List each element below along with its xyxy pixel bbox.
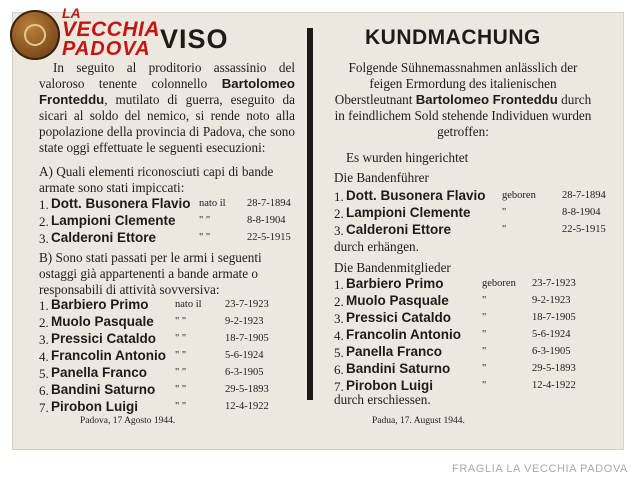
list-item-name: Francolin Antonio xyxy=(51,348,166,363)
list-item xyxy=(334,188,614,205)
list-item-birth-date: 8-8-1904 xyxy=(562,207,601,218)
list-item-name: Dott. Busonera Flavio xyxy=(51,196,191,211)
list-item xyxy=(39,399,307,416)
italian-intro-pre: In seguito al proditorio assassinio del valoroso tenente colonnello xyxy=(39,60,295,91)
list-item xyxy=(334,310,614,327)
list-item xyxy=(39,196,307,213)
list-item-birth-date: 5-6-1924 xyxy=(225,350,264,361)
list-item-number: 2. xyxy=(39,315,49,330)
german-leaders-fate: durch erhängen. xyxy=(334,239,419,254)
list-item-number: 6. xyxy=(334,362,344,377)
list-item-birth-date: 5-6-1924 xyxy=(532,329,571,340)
german-title: KUNDMACHUNG xyxy=(365,26,541,49)
list-item-name: Muolo Pasquale xyxy=(346,293,449,308)
list-item-birth-label: nato il xyxy=(199,198,226,209)
italian-intro-name: Bartolomeo Fronteddu xyxy=(39,76,295,107)
list-item-birth-date: 23-7-1923 xyxy=(532,278,576,289)
list-item-birth-date: 12-4-1922 xyxy=(532,380,576,391)
list-item-birth-date: 28-7-1894 xyxy=(562,190,606,201)
list-item-name: Panella Franco xyxy=(51,365,148,380)
german-members-heading: Die Bandenmitglieder xyxy=(334,260,451,275)
list-item-number: 5. xyxy=(39,366,49,381)
list-item xyxy=(334,344,614,361)
list-item-name: Pressici Cataldo xyxy=(51,331,157,346)
italian-leaders-list xyxy=(39,196,307,247)
list-item-name: Lampioni Clemente xyxy=(346,205,471,220)
list-item-birth-label: " " xyxy=(175,333,187,344)
list-item-birth-date: 6-3-1905 xyxy=(225,367,264,378)
german-intro-post: durch in feindlichem Sold stehende Individuen wurden getroffen: xyxy=(334,92,592,139)
list-item-birth-date: 29-5-1893 xyxy=(225,384,269,395)
list-item-number: 4. xyxy=(334,328,344,343)
list-item-number: 3. xyxy=(334,223,344,238)
list-item-name: Bandini Saturno xyxy=(346,361,451,376)
german-leaders-heading: Die Bandenführer xyxy=(334,170,429,185)
list-item-birth-date: 22-5-1915 xyxy=(247,232,291,243)
list-item-number: 1. xyxy=(39,298,49,313)
list-item-birth-date: 8-8-1904 xyxy=(247,215,286,226)
list-item-birth-label: " xyxy=(482,380,487,391)
list-item-name: Pirobon Luigi xyxy=(51,399,138,414)
list-item-birth-date: 6-3-1905 xyxy=(532,346,571,357)
list-item-number: 2. xyxy=(39,214,49,229)
italian-title: VISO xyxy=(160,24,229,54)
list-item xyxy=(39,331,307,348)
german-intro-pre: Folgende Sühnemassnahmen anlässlich der feigen Ermordung des italienischen Oberstleutnant xyxy=(334,60,578,107)
list-item-birth-label: " xyxy=(482,312,487,323)
list-item xyxy=(334,276,614,293)
list-item-birth-label: " xyxy=(482,346,487,357)
list-item-birth-label: geboren xyxy=(502,190,536,201)
logo-text-vecchia: VECCHIA xyxy=(62,18,161,41)
list-item-number: 7. xyxy=(334,379,344,394)
list-item-birth-label: " " xyxy=(199,215,211,226)
list-item-birth-label: " " xyxy=(175,316,187,327)
italian-section-b: B) Sono stati passati per le armi i seguenti ostaggi già appartenenti a bande armate o responsabili di attività sovversiva: xyxy=(39,250,262,297)
list-item-birth-date: 9-2-1923 xyxy=(532,295,571,306)
list-item xyxy=(334,293,614,310)
german-intro-name: Bartolomeo Fronteddu xyxy=(415,92,558,107)
column-divider xyxy=(307,28,313,400)
logo-text-la: LA xyxy=(62,5,81,21)
list-item-name: Calderoni Ettore xyxy=(51,230,157,245)
list-item xyxy=(39,348,307,365)
list-item-birth-label: " xyxy=(482,329,487,340)
list-item-number: 4. xyxy=(39,349,49,364)
logo-text-padova: PADOVA xyxy=(62,38,151,60)
german-members-list xyxy=(334,276,614,395)
list-item xyxy=(334,205,614,222)
list-item-birth-date: 23-7-1923 xyxy=(225,299,269,310)
list-item xyxy=(39,230,307,247)
list-item-name: Bandini Saturno xyxy=(51,382,156,397)
italian-intro xyxy=(39,60,295,156)
list-item-number: 2. xyxy=(334,294,344,309)
list-item xyxy=(39,297,307,314)
list-item-birth-label: " " xyxy=(175,401,187,412)
italian-intro-post: , mutilato di guerra, eseguito da sicari al soldo del nemico, si rende noto alla popolazione della provincia di Padova, che sono state oggi effettuate le seguenti esecuzioni: xyxy=(39,92,295,155)
list-item-birth-date: 18-7-1905 xyxy=(225,333,269,344)
german-intro xyxy=(332,60,594,140)
list-item-birth-date: 9-2-1923 xyxy=(225,316,264,327)
list-item xyxy=(334,327,614,344)
list-item-name: Barbiero Primo xyxy=(51,297,149,312)
list-item-name: Barbiero Primo xyxy=(346,276,444,291)
list-item-birth-label: " " xyxy=(175,367,187,378)
list-item-name: Francolin Antonio xyxy=(346,327,461,342)
list-item-birth-date: 12-4-1922 xyxy=(225,401,269,412)
list-item-name: Calderoni Ettore xyxy=(346,222,452,237)
list-item-number: 1. xyxy=(334,189,344,204)
list-item-name: Lampioni Clemente xyxy=(51,213,176,228)
list-item-number: 6. xyxy=(39,383,49,398)
list-item-name: Pirobon Luigi xyxy=(346,378,433,393)
list-item-birth-label: " " xyxy=(175,384,187,395)
list-item-name: Muolo Pasquale xyxy=(51,314,154,329)
list-item-number: 3. xyxy=(39,231,49,246)
fraglia-logo-icon xyxy=(10,10,60,60)
list-item-birth-label: " " xyxy=(199,232,211,243)
german-leaders-list xyxy=(334,188,614,239)
italian-signature: Padova, 17 Agosto 1944. xyxy=(80,416,176,426)
list-item-number: 3. xyxy=(39,332,49,347)
italian-members-list xyxy=(39,297,307,416)
list-item-number: 2. xyxy=(334,206,344,221)
list-item-number: 3. xyxy=(334,311,344,326)
list-item-birth-date: 22-5-1915 xyxy=(562,224,606,235)
list-item-birth-date: 18-7-1905 xyxy=(532,312,576,323)
list-item-number: 1. xyxy=(39,197,49,212)
list-item-name: Panella Franco xyxy=(346,344,443,359)
german-executed: Es wurden hingerichtet xyxy=(346,150,469,165)
list-item xyxy=(39,213,307,230)
list-item xyxy=(39,365,307,382)
list-item-number: 7. xyxy=(39,400,49,415)
list-item-birth-label: " " xyxy=(175,350,187,361)
list-item-birth-date: 28-7-1894 xyxy=(247,198,291,209)
list-item-birth-label: nato il xyxy=(175,299,202,310)
list-item-birth-label: geboren xyxy=(482,278,516,289)
list-item xyxy=(334,361,614,378)
list-item-birth-label: " xyxy=(482,295,487,306)
list-item-birth-label: " xyxy=(482,363,487,374)
watermark-text: FRAGLIA LA VECCHIA PADOVA xyxy=(452,463,628,475)
list-item xyxy=(39,382,307,399)
list-item-name: Pressici Cataldo xyxy=(346,310,452,325)
list-item xyxy=(39,314,307,331)
german-members-fate: durch erschiessen. xyxy=(334,392,431,407)
list-item-number: 1. xyxy=(334,277,344,292)
list-item xyxy=(334,222,614,239)
list-item-birth-label: " xyxy=(502,207,507,218)
list-item-birth-label: " xyxy=(502,224,507,235)
list-item-birth-date: 29-5-1893 xyxy=(532,363,576,374)
list-item-name: Dott. Busonera Flavio xyxy=(346,188,486,203)
list-item-number: 5. xyxy=(334,345,344,360)
german-signature: Padua, 17. August 1944. xyxy=(372,416,465,426)
italian-section-a: A) Quali elementi riconosciuti capi di bande armate sono stati impiccati: xyxy=(39,164,274,195)
